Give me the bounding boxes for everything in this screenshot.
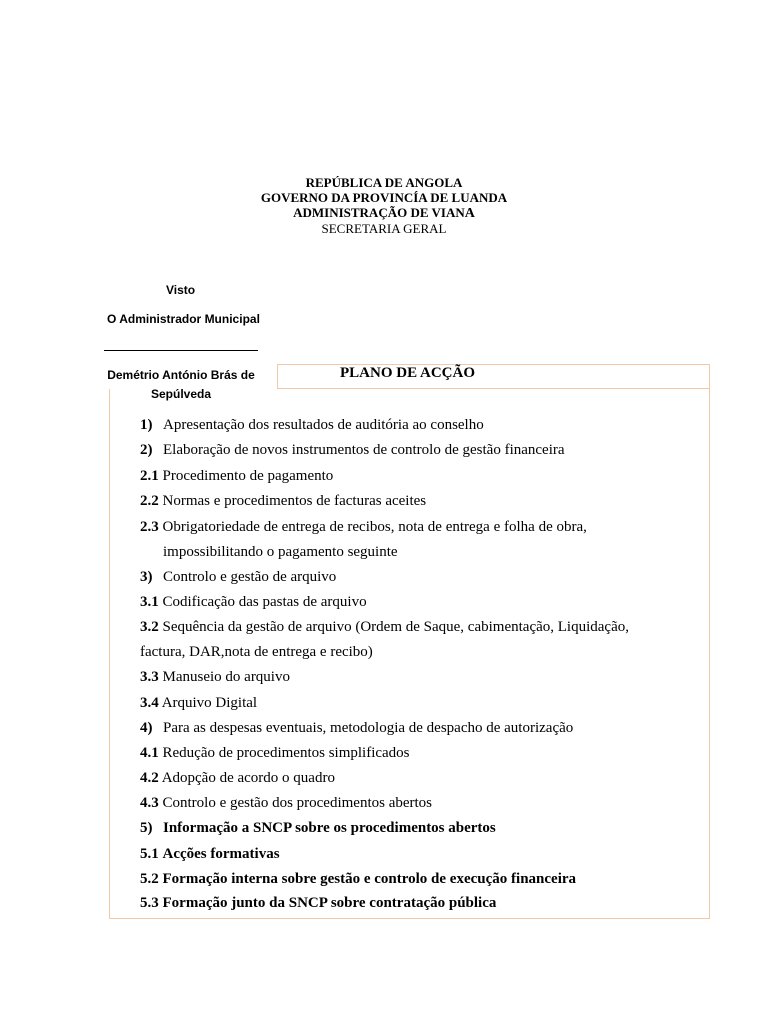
plan-item [140, 467, 333, 485]
item-text: Para as despesas eventuais, metodologia de despacho de autorização [163, 720, 574, 736]
plan-item [140, 568, 337, 586]
visto-label: Visto [166, 283, 196, 297]
plan-item [140, 593, 367, 611]
plan-item [140, 870, 576, 888]
item-text: Manuseio do arquivo [162, 669, 290, 685]
item-number: 5.2 [140, 871, 159, 887]
item-number: 2.2 [140, 493, 159, 509]
signature-line [104, 336, 258, 351]
plan-item [140, 819, 496, 837]
item-number: 3.3 [140, 669, 159, 685]
signer-name-line2: Sepúlveda [150, 387, 212, 401]
item-text: Procedimento de pagamento [162, 468, 334, 484]
item-text: factura, DAR,nota de entrega e recibo) [140, 644, 373, 660]
signer-name-line1: Demétrio António Brás de [107, 368, 255, 382]
item-text: Acções formativas [162, 846, 280, 862]
header-republic: REPÚBLICA DE ANGOLA [305, 175, 463, 190]
item-text: Controlo e gestão dos procedimentos abertos [162, 795, 433, 811]
item-text: Arquivo Digital [161, 695, 258, 711]
item-number: 5.3 [140, 895, 159, 911]
plan-item [140, 518, 587, 536]
plan-item [140, 794, 432, 812]
item-text: Sequência da gestão de arquivo (Ordem de Saque, cabimentação, Liquidação, [162, 619, 629, 635]
plan-item-continuation [163, 543, 398, 561]
plan-item [140, 694, 257, 712]
item-text: Redução de procedimentos simplificados [162, 745, 410, 761]
plan-item [140, 416, 484, 434]
plan-item-continuation [140, 643, 373, 661]
plan-item [140, 769, 335, 787]
item-number: 1) [140, 417, 153, 433]
item-number: 4.2 [140, 770, 159, 786]
document-header [0, 175, 768, 236]
plan-item [140, 845, 280, 863]
header-administration [0, 205, 768, 221]
plan-item [140, 441, 565, 459]
item-text: Normas e procedimentos de facturas aceites [162, 493, 427, 509]
item-text: Elaboração de novos instrumentos de controlo de gestão financeira [163, 442, 565, 458]
item-text: Obrigatoriedade de entrega de recibos, nota de entrega e folha de obra, [162, 519, 587, 535]
header-administration-main: ADMINISTRAÇÃO DE VIAN [293, 205, 465, 220]
item-number: 2) [140, 442, 153, 458]
plan-item [140, 744, 410, 762]
plan-item [140, 618, 629, 636]
item-number: 2.3 [140, 519, 159, 535]
item-text: Informação a SNCP sobre os procedimentos abertos [163, 820, 496, 836]
header-secretariat: SECRETARIA GERAL [321, 221, 447, 236]
item-text: impossibilitando o pagamento seguinte [163, 544, 398, 560]
item-text: Adopção de acordo o quadro [161, 770, 335, 786]
item-number: 3) [140, 569, 153, 585]
plan-title: PLANO DE ACÇÃO [340, 365, 476, 381]
header-province: GOVERNO DA PROVINCÍA DE LUANDA [260, 190, 508, 205]
item-number: 3.1 [140, 594, 159, 610]
plan-item [140, 668, 290, 686]
item-number: 5.1 [140, 846, 159, 862]
item-number: 3.4 [140, 695, 159, 711]
header-administration-last: A [464, 206, 475, 221]
item-text: Controlo e gestão de arquivo [163, 569, 337, 585]
item-text: Formação interna sobre gestão e controlo de execução financeira [162, 871, 577, 887]
plan-item [140, 719, 574, 737]
item-number: 4.1 [140, 745, 159, 761]
item-number: 4) [140, 720, 153, 736]
administrator-role: O Administrador Municipal [107, 312, 260, 326]
plan-item [140, 894, 496, 912]
item-text: Codificação das pastas de arquivo [162, 594, 367, 610]
item-number: 4.3 [140, 795, 159, 811]
item-number: 5) [140, 820, 153, 836]
item-text: Formação junto da SNCP sobre contratação pública [162, 895, 497, 911]
item-text: Apresentação dos resultados de auditória ao conselho [163, 417, 484, 433]
plan-item [140, 492, 426, 510]
item-number: 2.1 [140, 468, 159, 484]
item-number: 3.2 [140, 619, 159, 635]
